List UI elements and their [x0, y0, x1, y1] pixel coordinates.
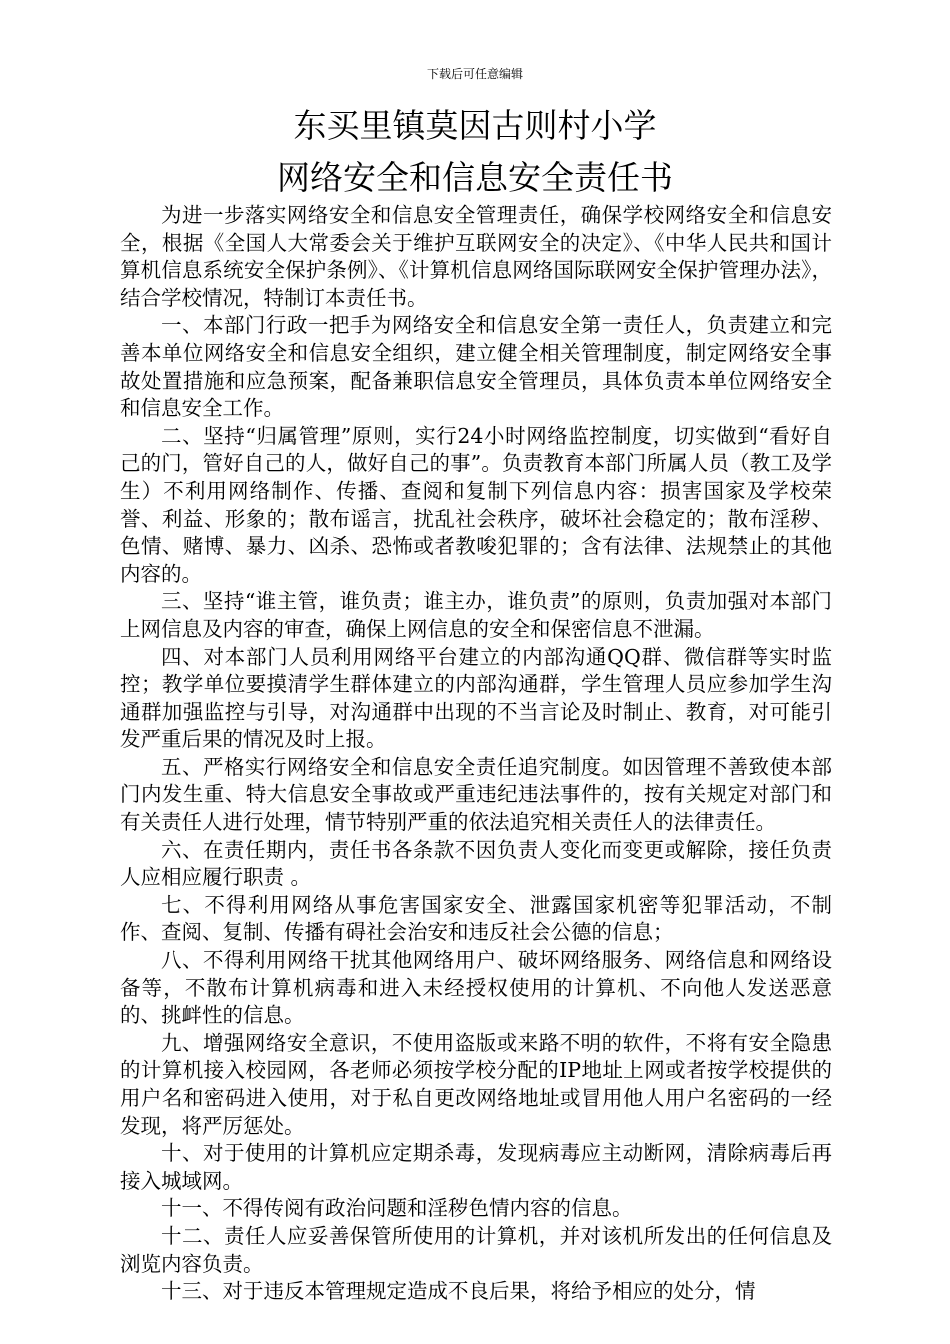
document-title-line-1: 东买里镇莫因古则村小学	[293, 106, 657, 145]
clause-6-paragraph: 六、在责任期内，责任书各条款不因负责人变化而变更或解除，接任负责人应相应履行职责 。	[120, 837, 832, 890]
clause-13-paragraph: 十三、对于违反本管理规定造成不良后果，将给予相应的处分，情	[161, 1279, 756, 1304]
clause-9-paragraph: 九、增强网络安全意识，不使用盗版或来路不明的软件，不将有安全隐患的计算机接入校园网，各老师必须按学校分配的IP地址上网或者按学校提供的用户名和密码进入使用，对于私自更改网络地址或冒用他人用户名密码的一经发现，将严厉惩处。	[120, 1030, 832, 1138]
clause-2-paragraph: 二、坚持“归属管理”原则，实行24小时网络监控制度，切实做到“看好自己的门，管好自己的人，做好自己的事”。负责教育本部门所属人员（教工及学生）不利用网络制作、传播、查阅和复制下列信息内容：损害国家及学校荣誉、利益、形象的；散布谣言，扰乱社会秩序，破坏社会稳定的；散布淫秽、色情、赌博、暴力、凶杀、恐怖或者教唆犯罪的；含有法律、法规禁止的其他内容的。	[120, 423, 832, 586]
intro-paragraph: 为进一步落实网络安全和信息安全管理责任，确保学校网络安全和信息安全，根据《全国人大常委会关于维护互联网安全的决定》、《中华人民共和国计算机信息系统安全保护条例》、《计算机信息网络国际联网安全保护管理办法》，结合学校情况，特制订本责任书。	[120, 203, 832, 310]
clause-1-paragraph: 一、本部门行政一把手为网络安全和信息安全第一责任人，负责建立和完善本单位网络安全和信息安全组织，建立健全相关管理制度，制定网络安全事故处置措施和应急预案，配备兼职信息安全管理员，具体负责本单位网络安全和信息安全工作。	[120, 313, 832, 421]
clause-10-paragraph: 十、对于使用的计算机应定期杀毒，发现病毒应主动断网，清除病毒后再接入城域网。	[120, 1141, 832, 1193]
clause-5-paragraph: 五、严格实行网络安全和信息安全责任追究制度。如因管理不善致使本部门内发生重、特大信息安全事故或严重违纪违法事件的，按有关规定对部门和有关责任人进行处理，情节特别严重的依法追究相关责任人的法律责任。	[120, 754, 832, 835]
clause-8-paragraph: 八、不得利用网络干扰其他网络用户、破坏网络服务、网络信息和网络设备等，不散布计算机病毒和进入未经授权使用的计算机、不向他人发送恶意的、挑衅性的信息。	[120, 948, 832, 1028]
document-body	[120, 202, 832, 1306]
clause-4-paragraph: 四、对本部门人员利用网络平台建立的内部沟通QQ群、微信群等实时监控；教学单位要摸清学生群体建立的内部沟通群，学生管理人员应参加学生沟通群加强监控与引导，对沟通群中出现的不当言论及时制止、教育，对可能引发严重后果的情况及时上报。	[120, 644, 832, 752]
header-note: 下载后可任意编辑	[426, 67, 523, 81]
clause-3-paragraph: 三、坚持“谁主管，谁负责；谁主办，谁负责”的原则，负责加强对本部门上网信息及内容的审查，确保上网信息的安全和保密信息不泄漏。	[120, 589, 832, 641]
clause-7-paragraph: 七、不得利用网络从事危害国家安全、泄露国家机密等犯罪活动，不制作、查阅、复制、传播有碍社会治安和违反社会公德的信息；	[120, 892, 832, 945]
document-title-line-2: 网络安全和信息安全责任书	[277, 158, 673, 197]
clause-11-paragraph: 十一、不得传阅有政治问题和淫秽色情内容的信息。	[161, 1196, 633, 1221]
clause-12-paragraph: 十二、责任人应妥善保管所使用的计算机，并对该机所发出的任何信息及浏览内容负责。	[120, 1223, 832, 1276]
